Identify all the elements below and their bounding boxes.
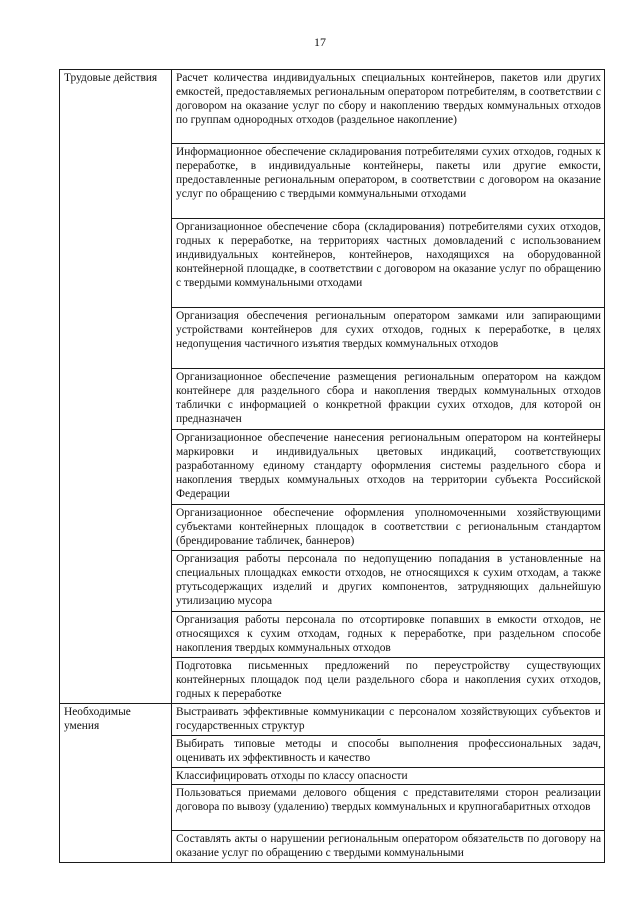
table-cell: Организационное обеспечение нанесения региональным оператором на контейнеры маркировки и индивидуальных цветовых индикаций, соответствующих разработанному единому стандарту оформления системы раздельного сбора и накопления твердых коммунальных отходов на территории субъекта Российской Федерации <box>172 430 605 505</box>
table-cell: Организационное обеспечение сбора (складирования) потребителями сухих отходов, годных к переработке, на территориях частных домовладений с использованием индивидуальных контейнеров, контейнеров, находящихся на оборудованной контейнерной площадке, в соответствии с договором на оказание услуг по обращению с твердыми коммунальными отходами <box>172 219 605 308</box>
table-cell: Организация работы персонала по отсортировке попавших в емкости отходов, не относящихся к сухим отходам, годных к переработке, при раздельном способе накопления твердых коммунальных отходов <box>172 612 605 658</box>
table-cell: Информационное обеспечение складирования потребителями сухих отходов, годных к переработке, в индивидуальные контейнеры, пакеты или другие емкости, предоставленные региональным оператором, в соответствии с договором на оказание услуг по обращению с твердыми коммунальными отходами <box>172 144 605 219</box>
table-cell: Организация обеспечения региональным оператором замками или запирающими устройствами контейнеров для сухих отходов, годных к переработке, в целях недопущения частичного изъятия твердых коммунальных отходов <box>172 308 605 369</box>
table-row <box>60 70 605 144</box>
page-number: 17 <box>314 35 326 49</box>
table-cell: Выбирать типовые методы и способы выполнения профессиональных задач, оценивать их эффективность и качество <box>172 736 605 768</box>
table-cell: Расчет количества индивидуальных специальных контейнеров, пакетов или других емкостей, предоставляемых региональным оператором потребителям, в соответствии с договором на оказание услуг по сбору и накоплению твердых коммунальных отходов по группам однородных отходов (раздельное накопление) <box>172 70 605 144</box>
section-label-labor-actions: Трудовые действия <box>60 70 172 704</box>
table-cell: Составлять акты о нарушении региональным оператором обязательств по договору на оказание услуг по обращению с твердыми коммунальными <box>172 831 605 863</box>
table-cell: Классифицировать отходы по классу опасности <box>172 768 605 785</box>
table-cell: Пользоваться приемами делового общения с представителями сторон реализации договора по вывозу (удалению) твердых коммунальных и крупногабаритных отходов <box>172 785 605 831</box>
section-label-required-skills: Необходимые умения <box>60 704 172 863</box>
table-row <box>60 704 605 736</box>
competency-table <box>59 69 605 863</box>
table-cell: Организационное обеспечение оформления уполномоченными хозяйствующими субъектами контейнерных площадок в соответствии с региональным стандартом (брендирование табличек, баннеров) <box>172 505 605 551</box>
table-cell: Организация работы персонала по недопущению попадания в установленные на специальных площадках емкости отходов, не относящихся к сухим отходам, а также ртутьсодержащих изделий и других компонентов, затрудняющих дальнейшую утилизацию мусора <box>172 551 605 612</box>
table-cell: Подготовка письменных предложений по переустройству существующих контейнерных площадок под цели раздельного сбора и накопления сухих отходов, годных к переработке <box>172 658 605 704</box>
table-cell: Выстраивать эффективные коммуникации с персоналом хозяйствующих субъектов и государственных структур <box>172 704 605 736</box>
table-cell: Организационное обеспечение размещения региональным оператором на каждом контейнере для раздельного сбора и накопления твердых коммунальных отходов таблички с информацией о конкретной фракции сухих отходов, для которой он предназначен <box>172 369 605 430</box>
